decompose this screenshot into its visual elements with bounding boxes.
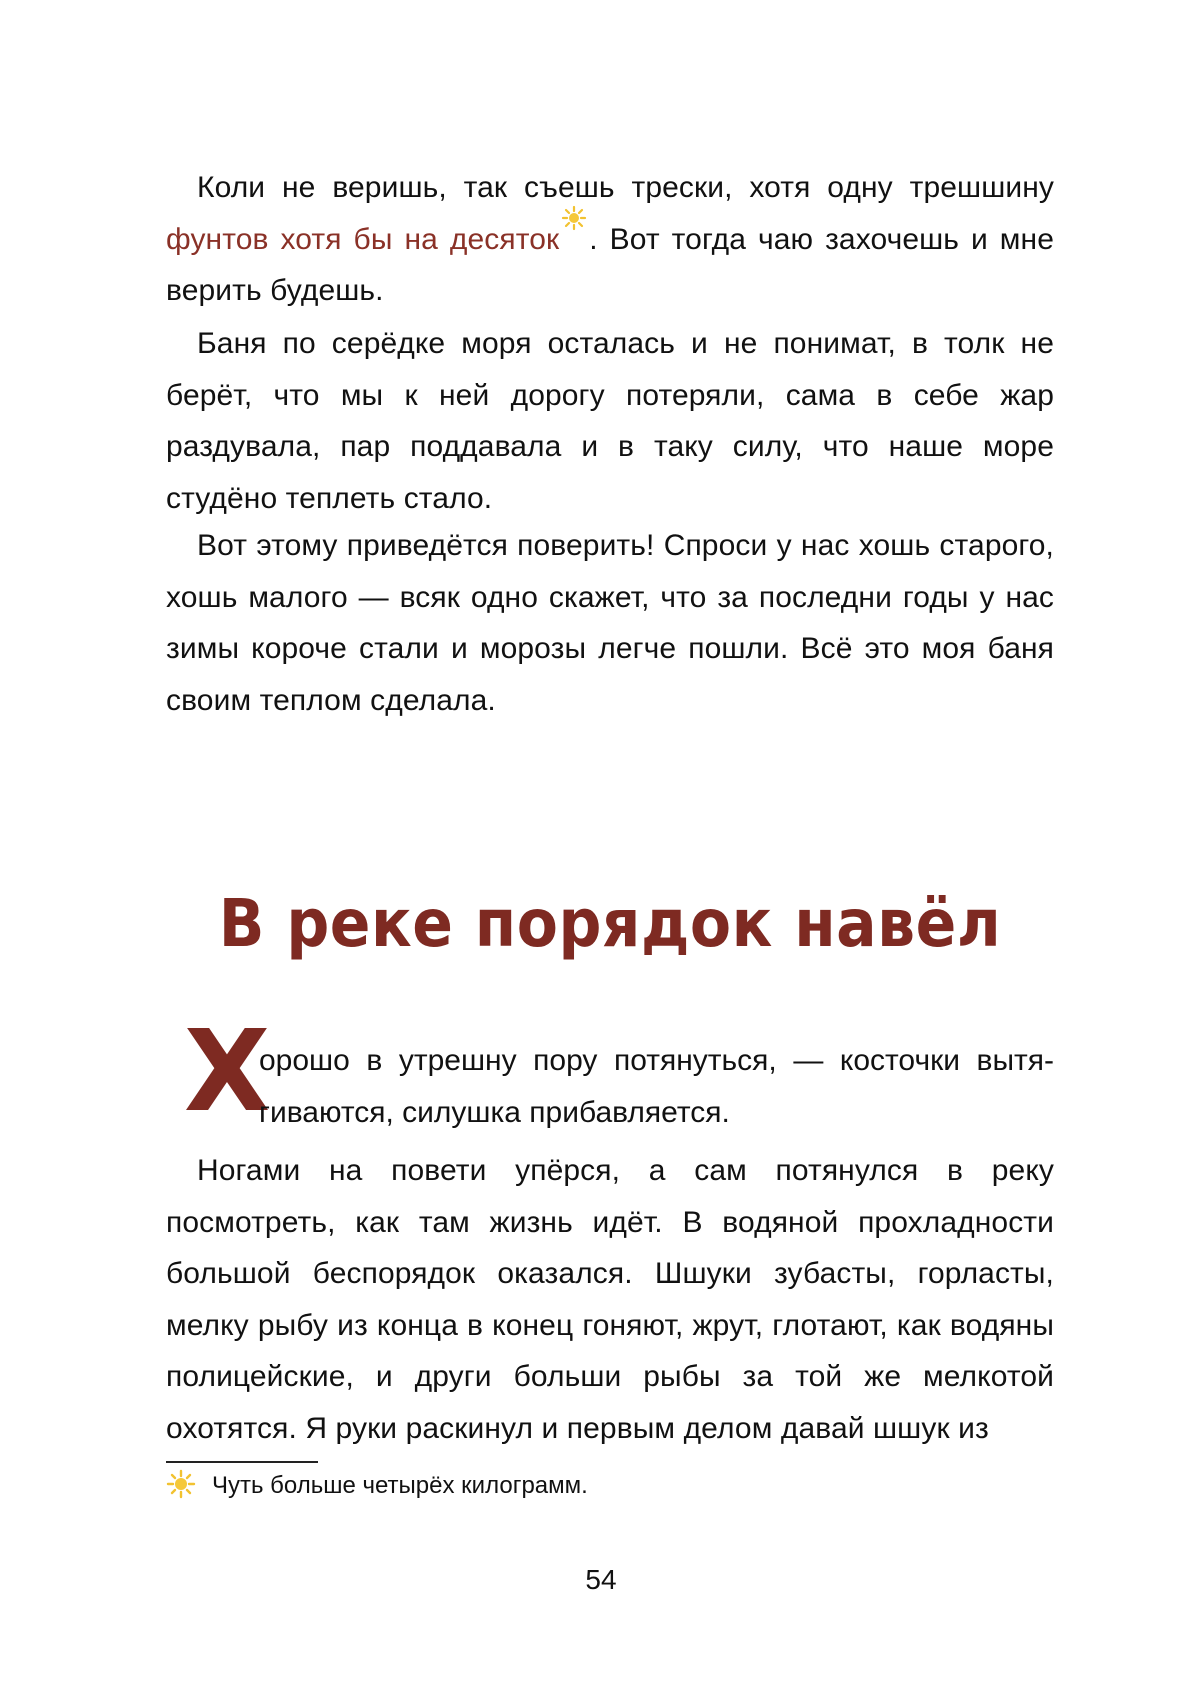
footnote-text: Чуть больше четырёх килограмм. xyxy=(212,1472,588,1499)
paragraph-5: Ногами на повети упёрся, а сам потянулся в реку посмотреть, как там жизнь идёт. В водяной прохладности большой беспорядок оказался. Шшуки зубасты, горласты, мелку рыбу из конца в конец гоняют, жрут, глотают, как водяны полицейские, и други больши рыбы за той же мелкотой охотятся. Я руки раскинул и первым делом давай шшук из xyxy=(166,1154,1054,1445)
footnote-anchor-text[interactable]: фунтов хотя бы на десяток xyxy=(166,222,560,256)
paragraph-4-line-2: гиваются, силушка прибавляется. xyxy=(259,1095,730,1129)
paragraph-1-text-start: Коли не веришь, так съешь трески, хотя одну трешшину xyxy=(197,171,1054,204)
sun-icon xyxy=(561,205,587,231)
footnote xyxy=(166,1468,588,1504)
paragraph-3: Вот этому приведётся поверить! Спроси у нас хошь старого, хошь малого — всяк одно скажет, что за последни годы у нас зимы короче стали и морозы легче пошли. Всё это моя баня своим теплом сделала. xyxy=(166,529,1054,717)
paragraph-1 xyxy=(166,162,1054,317)
paragraph-4-line-1: орошо в утрешну пору потянуться, — косточки вытя- xyxy=(259,1044,1054,1077)
dropcap-glyph: Х xyxy=(183,1007,271,1137)
chapter-title: В реке порядок навёл xyxy=(218,885,1002,963)
page-number: 54 xyxy=(585,1564,617,1595)
paragraph-4 xyxy=(166,1035,1054,1138)
footnote-marker-sun-icon[interactable] xyxy=(559,229,589,249)
footnote-divider xyxy=(166,1461,318,1463)
footnote-sun-icon xyxy=(166,1469,202,1497)
paragraph-1-text-end: . Вот тогда чаю захочешь и мне верить будешь. xyxy=(166,222,1054,307)
paragraph-2: Баня по серёдке моря осталась и не понимат, в толк не берёт, что мы к ней дорогу потеряли, сама в себе жар раздувала, пар поддавала и в таку силу, что наше море студёно теплеть стало. xyxy=(166,327,1054,515)
